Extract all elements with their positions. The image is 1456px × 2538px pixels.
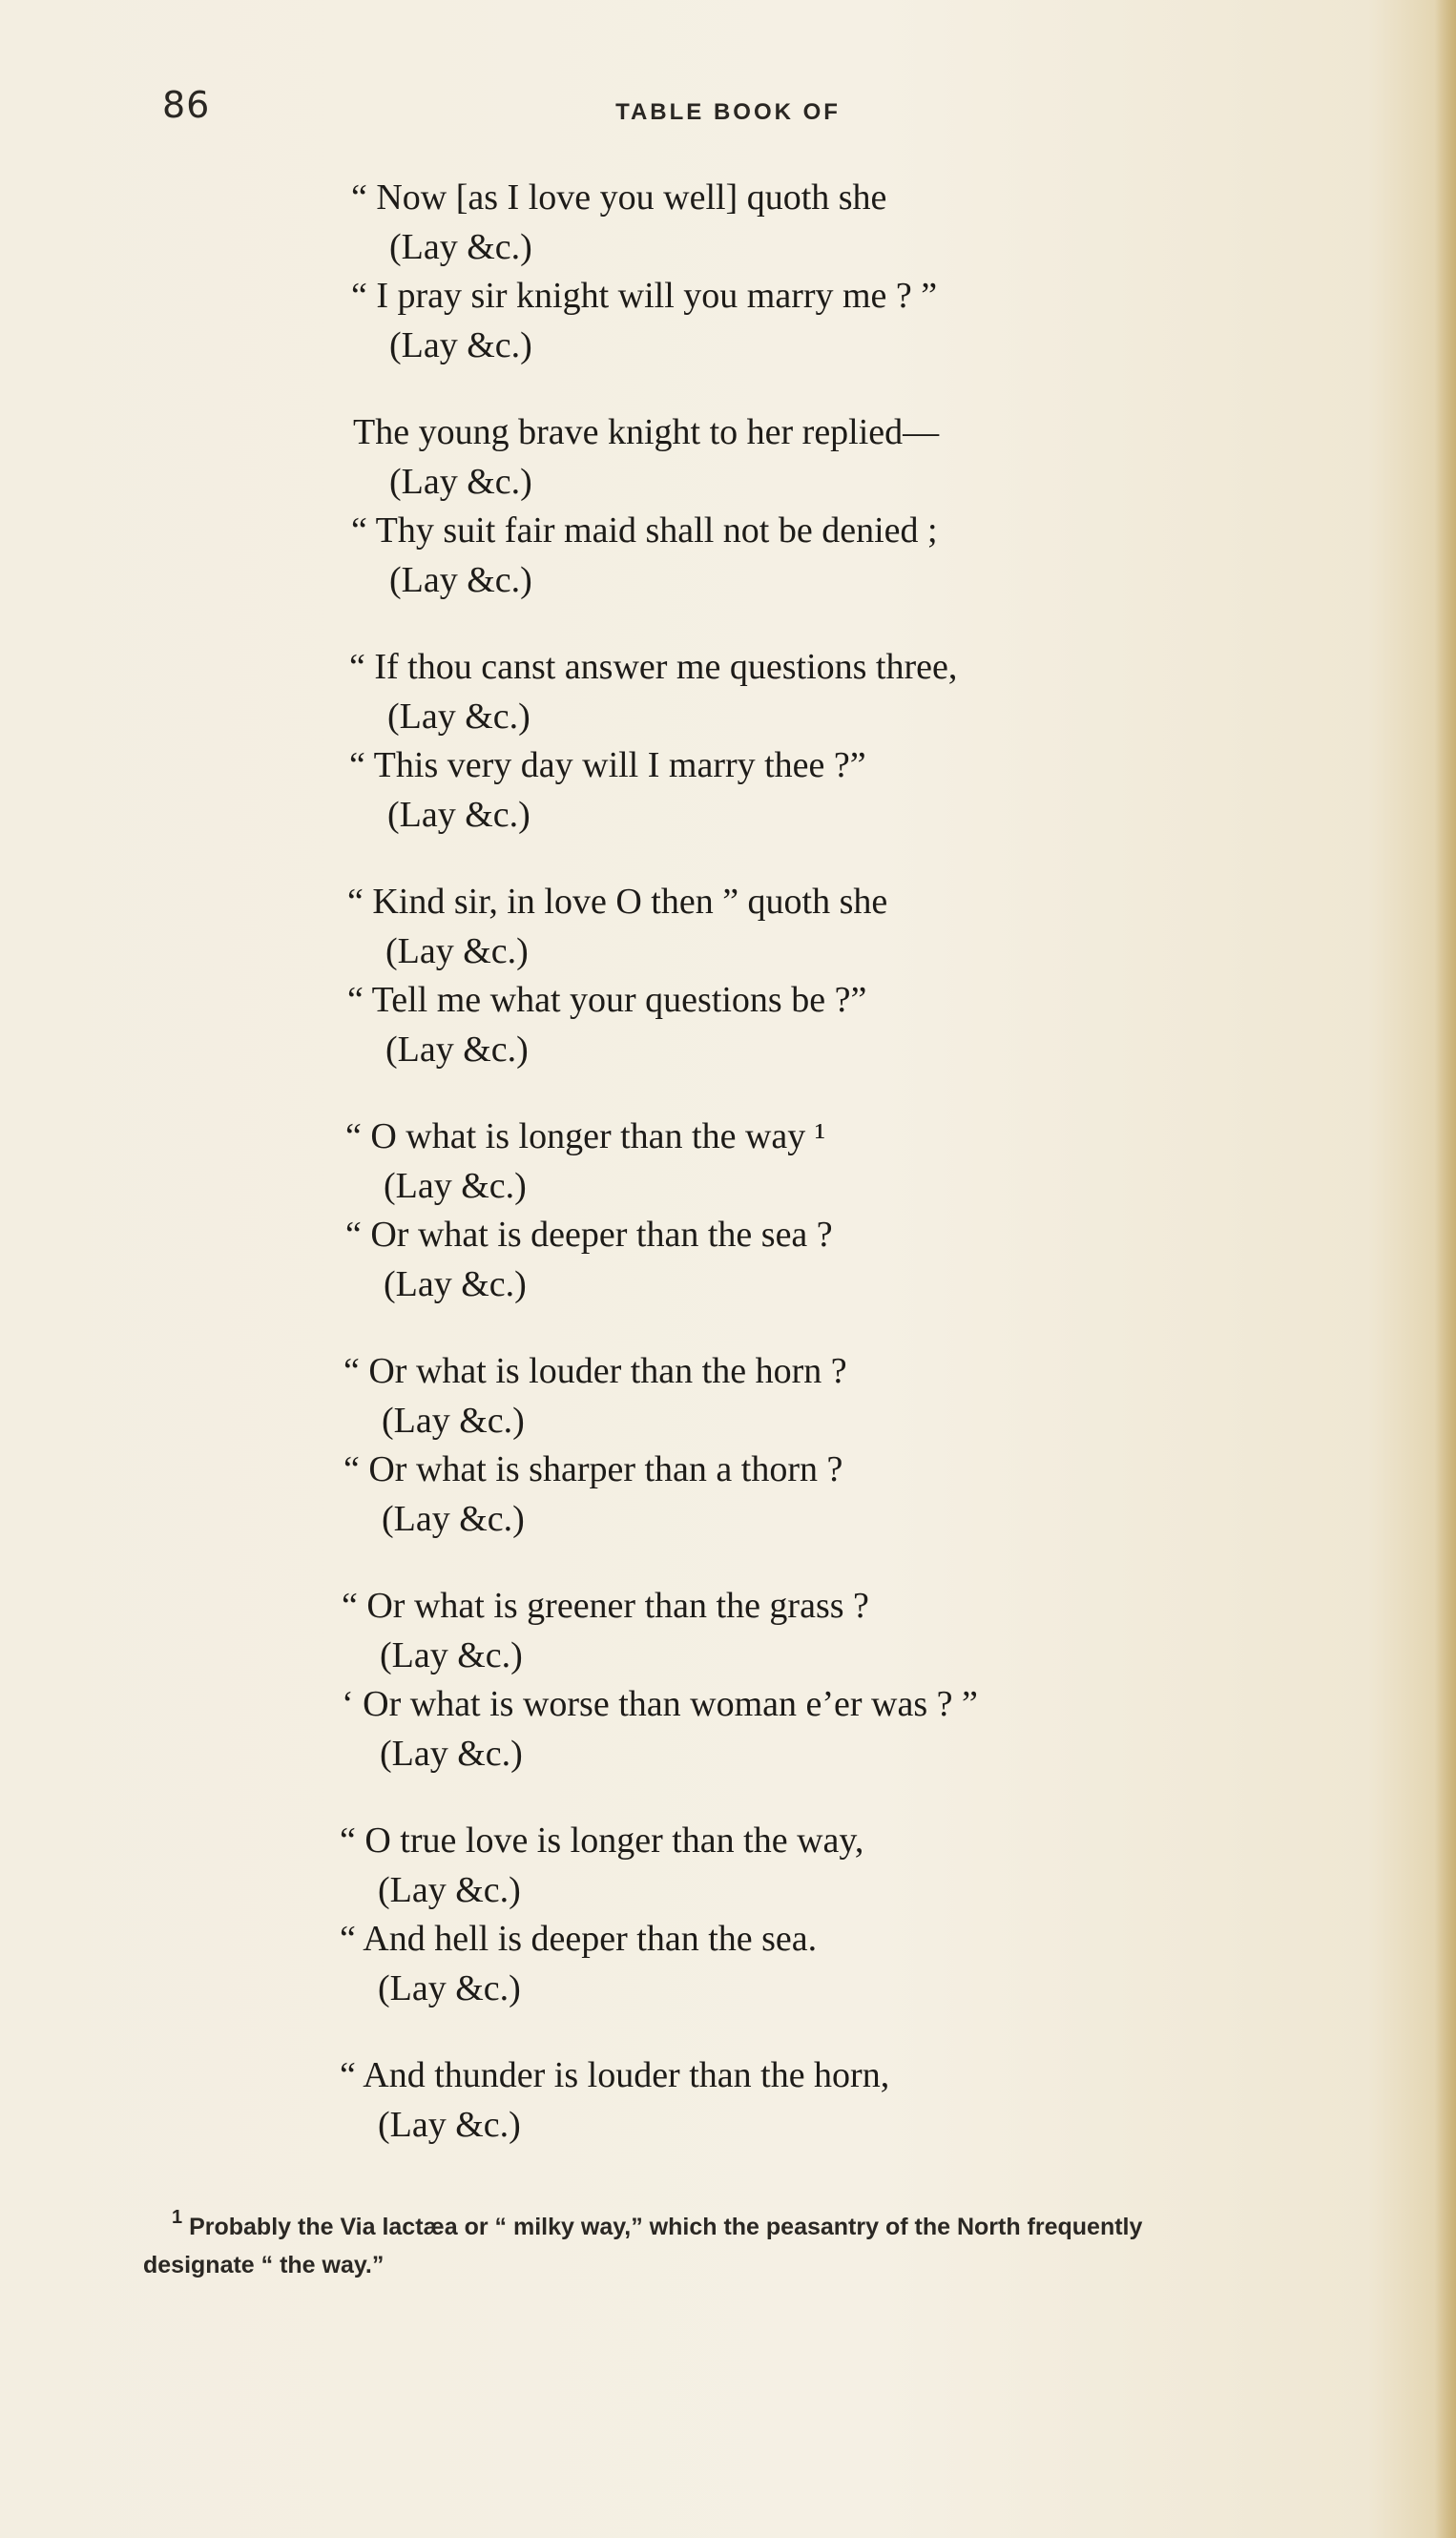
poem-refrain: (Lay &c.)	[382, 1401, 525, 1441]
poem-line: “ O true love is longer than the way,	[340, 1820, 864, 1861]
poem-line: “ Or what is louder than the horn ?	[343, 1351, 847, 1391]
poem-line: “ This very day will I marry thee ?”	[349, 745, 866, 785]
poem-line: “ O what is longer than the way ¹	[345, 1116, 826, 1156]
poem-refrain: (Lay &c.)	[380, 1734, 523, 1774]
footnote-line-2: designate “ the way.”	[143, 2252, 385, 2278]
poem-line: “ Kind sir, in love O then ” quoth she	[347, 882, 888, 922]
poem-refrain: (Lay &c.)	[389, 560, 532, 600]
poem-refrain: (Lay &c.)	[380, 1635, 523, 1675]
poem-refrain: (Lay &c.)	[384, 1166, 527, 1206]
running-head-title: TABLE BOOK OF	[615, 99, 841, 125]
footnote-line-1	[143, 2198, 1336, 2246]
poem-refrain: (Lay &c.)	[389, 462, 532, 502]
page-number: 86	[162, 84, 211, 126]
poem-refrain: (Lay &c.)	[384, 1264, 527, 1304]
poem-line: “ Thy suit fair maid shall not be denied ;	[351, 510, 938, 551]
poem-refrain: (Lay &c.)	[387, 795, 530, 835]
poem-refrain: (Lay &c.)	[385, 931, 529, 971]
footnote-marker: 1	[172, 2207, 183, 2228]
poem-line: The young brave knight to her replied—	[353, 412, 940, 452]
poem-line: “ And hell is deeper than the sea.	[340, 1919, 818, 1959]
poem-line: “ If thou canst answer me questions three,	[349, 647, 958, 687]
poem-refrain: (Lay &c.)	[387, 697, 530, 737]
poem-refrain: (Lay &c.)	[385, 1030, 529, 1070]
poem-line: ‘ Or what is worse than woman e’er was ? ”	[342, 1684, 978, 1724]
poem-line: “ Tell me what your questions be ?”	[347, 980, 867, 1020]
footnote	[143, 2198, 1336, 2284]
poem-refrain: (Lay &c.)	[389, 227, 532, 267]
poem-line: “ Or what is deeper than the sea ?	[345, 1215, 833, 1255]
poem-refrain: (Lay &c.)	[378, 2105, 521, 2145]
poem-refrain: (Lay &c.)	[389, 325, 532, 365]
poem-line: “ I pray sir knight will you marry me ? ”	[351, 276, 938, 316]
poem-line: “ Or what is greener than the grass ?	[342, 1586, 869, 1626]
poem-refrain: (Lay &c.)	[382, 1499, 525, 1539]
poem-line: “ Or what is sharper than a thorn ?	[343, 1449, 843, 1489]
poem-refrain: (Lay &c.)	[378, 1870, 521, 1910]
poem-refrain: (Lay &c.)	[378, 1968, 521, 2008]
poem-line: “ Now [as I love you well] quoth she	[351, 177, 887, 218]
footnote-text-1: Probably the Via lactæa or “ milky way,” which the peasantry of the North frequently	[189, 2214, 1143, 2240]
poem-line: “ And thunder is louder than the horn,	[340, 2055, 890, 2095]
